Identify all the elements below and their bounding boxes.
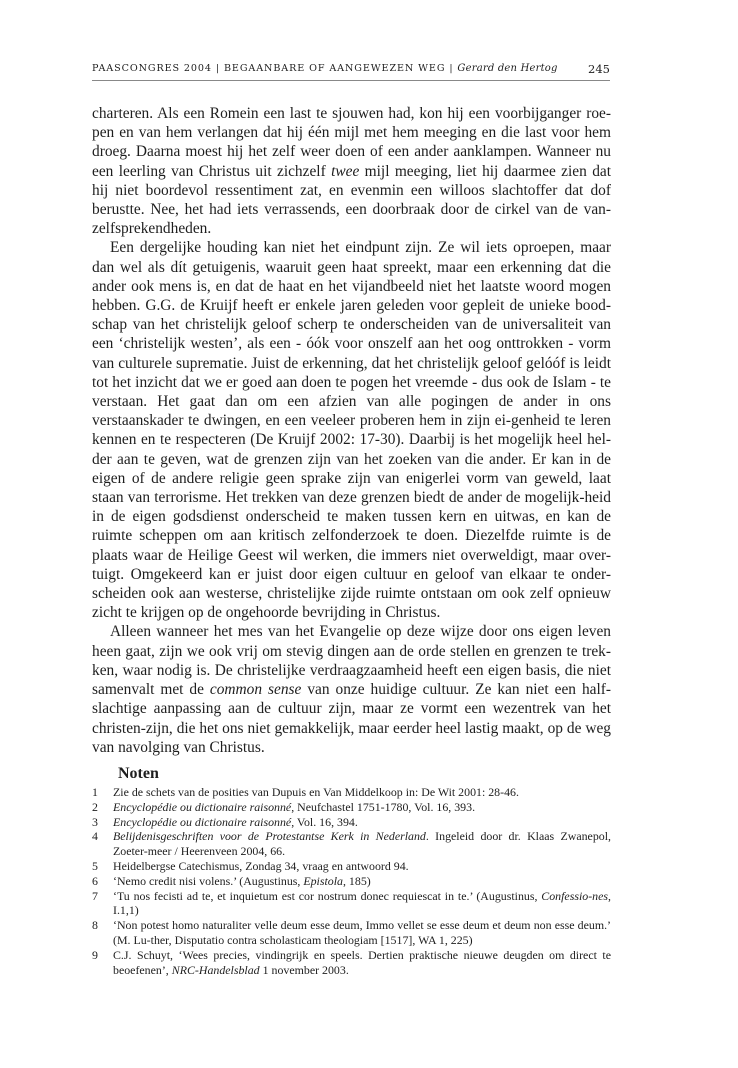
- body-paragraph: [92, 104, 611, 238]
- text-run: Een dergelijke houding kan niet het eindpunt zijn. Ze wil iets oproepen, maar dan wel als dít getuigenis, waaruit geen haat spreekt, maar een erkenning dat die ander ook mens is, en dat de haat en het vijandbeeld niet het laatste woord mogen hebben. G.G. de Kruijf heeft er enkele jaren geleden voor gepleit de unieke bood-schap van het christelijk geloof scherp te onderscheiden van de universaliteit van een ‘christelijk westen’, als een - óók voor onszelf aan het oog onttrokken - vorm van culturele suprematie. Juist de erkenning, dat het christelijk geloof gelóóf is leidt tot het inzicht dat we er goed aan doen te pogen het vreemde - dus ook de Islam - te verstaan. Het gaat dan om een afzien van alle pogingen de ander in ons verstaanskader te dwingen, en een veeleer proberen hem in zijn ei-genheid te leren kennen en te respecteren (De Kruijf 2002: 17-30). Daarbij is het mogelijk heel hel-der aan te geven, wat de grenzen zijn van het zoeken van die ander. Er kan in de eigen of de andere religie geen sprake zijn van enigerlei vorm van geweld, laat staan van terrorisme. Het trekken van deze grenzen biedt de ander de mogelijk-heid in de eigen godsdienst onderscheid te maken tussen kern en uitwas, en kan de ruimte scheppen om aan kritisch zelfonderzoek te doen. Diezelfde ruimte is de plaats waar de Heilige Geest wil werken, die immers niet overweldigt, maar over-tuigt. Omgekeerd kan er juist door eigen cultuur en geloof van elkaar te onder-scheiden ook aan westerse, christelijke zijde ruimte ontstaan om ook zelf opnieuw zicht te krijgen op de ongehoorde bevrijding in Christus.: [92, 239, 611, 622]
- footnote-number: 9: [92, 947, 98, 962]
- footnote: [92, 800, 611, 815]
- footnote-number: 4: [92, 829, 98, 844]
- page-number: 245: [588, 62, 610, 76]
- footnote-text: [113, 815, 611, 830]
- footnote-text: [113, 859, 611, 874]
- footnote-text: [113, 948, 611, 978]
- italic-text: twee: [331, 162, 360, 180]
- footnote-number: 1: [92, 785, 98, 799]
- text-run: Zie de schets van de posities van Dupuis en Van Middelkoop in: De Wit 2001: 28-46.: [113, 785, 519, 799]
- header-rule: [92, 80, 610, 81]
- text-run: charteren. Als een Romein een last te sjouwen had, kon hij een voorbijganger roe-pen en van hem verlangen dat hij één mijl met hem meeging en die last voor hem droeg. Daarna moest hij het zelf weer doen of een ander aanklampen. Wanneer nu een leerling van Christus uit zichzelf: [92, 105, 611, 180]
- italic-text: Epistola: [303, 873, 343, 888]
- footnote: [92, 918, 611, 948]
- footnote-text: [113, 918, 611, 948]
- text-run: 1 november 2003.: [259, 962, 349, 977]
- text-run: , I.1,1): [113, 888, 611, 918]
- running-head-author: Gerard den Hertog: [457, 63, 558, 74]
- footnote: [92, 829, 611, 859]
- footnote: [92, 859, 611, 874]
- text-run: . Ingeleid door dr. Klaas Zwanepol, Zoeter-meer / Heerenveen 2004, 66.: [113, 829, 611, 859]
- footnote-text: [113, 800, 611, 815]
- notes-list: [92, 785, 611, 977]
- text-run: Alleen wanneer het mes van het Evangelie op deze wijze door ons eigen leven heen gaat, zijn we ook vrij om stevig dingen aan de orde stellen en grenzen te trek-ken, waar nodig is. De christelijke verdraagzaamheid heeft een eigen basis, die niet samenvalt met de: [92, 623, 611, 699]
- footnote-text: [113, 889, 611, 919]
- footnote-number: 2: [92, 799, 98, 814]
- text-run: ‘Non potest homo naturaliter velle deum esse deum, Immo vellet se esse deum et deum non esse deum.’ (M. Lu-ther, Disputatio contra scholasticam theologiam [1517], WA 1, 225): [113, 918, 611, 947]
- text-run: C.J. Schuyt, ‘Wees precies, vindingrijk en speels. Dertien praktische nieuwe deugden om direct te beoefenen’,: [113, 947, 611, 977]
- italic-text: Encyclopédie ou dictionaire raisonné: [113, 799, 292, 814]
- body-paragraph: [92, 622, 611, 756]
- footnote: [92, 948, 611, 978]
- body-paragraph: [92, 238, 611, 622]
- italic-text: NRC-Handelsblad: [171, 962, 260, 977]
- footnote-number: 7: [92, 888, 98, 903]
- footnote-text: [113, 785, 611, 800]
- running-title: PAASCONGRES 2004 | BEGAANBARE OF AANGEWEZEN WEG |: [92, 63, 458, 74]
- text-run: Heidelbergse Catechismus, Zondag 34, vraag en antwoord 94.: [113, 858, 409, 873]
- text-run: mijl meeging, liet hij daarmee zien dat hij niet boordevol ressentiment zat, en evenmin een willoos slachtoffer dat dof berustte. Nee, het had iets verrassends, een doorbraak door de cirkel van de van-zelfsprekendheden.: [92, 162, 611, 238]
- italic-text: common sense: [209, 681, 302, 699]
- footnote-number: 3: [92, 814, 98, 829]
- footnote-text: [113, 874, 611, 889]
- text-run: , Vol. 16, 394.: [291, 814, 358, 829]
- italic-text: Confessio-nes: [541, 888, 609, 903]
- italic-text: Encyclopédie ou dictionaire raisonné: [113, 814, 292, 829]
- text-run: , 185): [342, 873, 371, 888]
- text-run: ‘Nemo credit nisi volens.’ (Augustinus,: [113, 873, 304, 888]
- text-run: , Neufchastel 1751-1780, Vol. 16, 393.: [291, 799, 476, 814]
- footnote-number: 5: [92, 858, 98, 873]
- footnote-text: [113, 829, 611, 859]
- footnote: [92, 785, 611, 800]
- body-text: [92, 104, 611, 757]
- footnote-number: 8: [92, 918, 98, 933]
- footnote: [92, 889, 611, 919]
- notes-heading: Noten: [118, 765, 159, 782]
- text-run: ‘Tu nos fecisti ad te, et inquietum est cor nostrum donec requiescat in te.’ (Augustinus,: [113, 888, 542, 903]
- footnote: [92, 874, 611, 889]
- italic-text: Belijdenisgeschriften voor de Protestantse Kerk in Nederland: [113, 829, 426, 844]
- footnote-number: 6: [92, 873, 98, 888]
- running-head: [92, 62, 612, 76]
- footnote: [92, 815, 611, 830]
- text-run: van onze huidige cultuur. Ze kan niet een half-slachtige aanpassing aan de cultuur zijn, maar ze vormt een wezentrek van het christen-zijn, die het ons niet gemakkelijk, maar eerder heel lastig maakt, op de weg van navolging van Christus.: [92, 681, 612, 756]
